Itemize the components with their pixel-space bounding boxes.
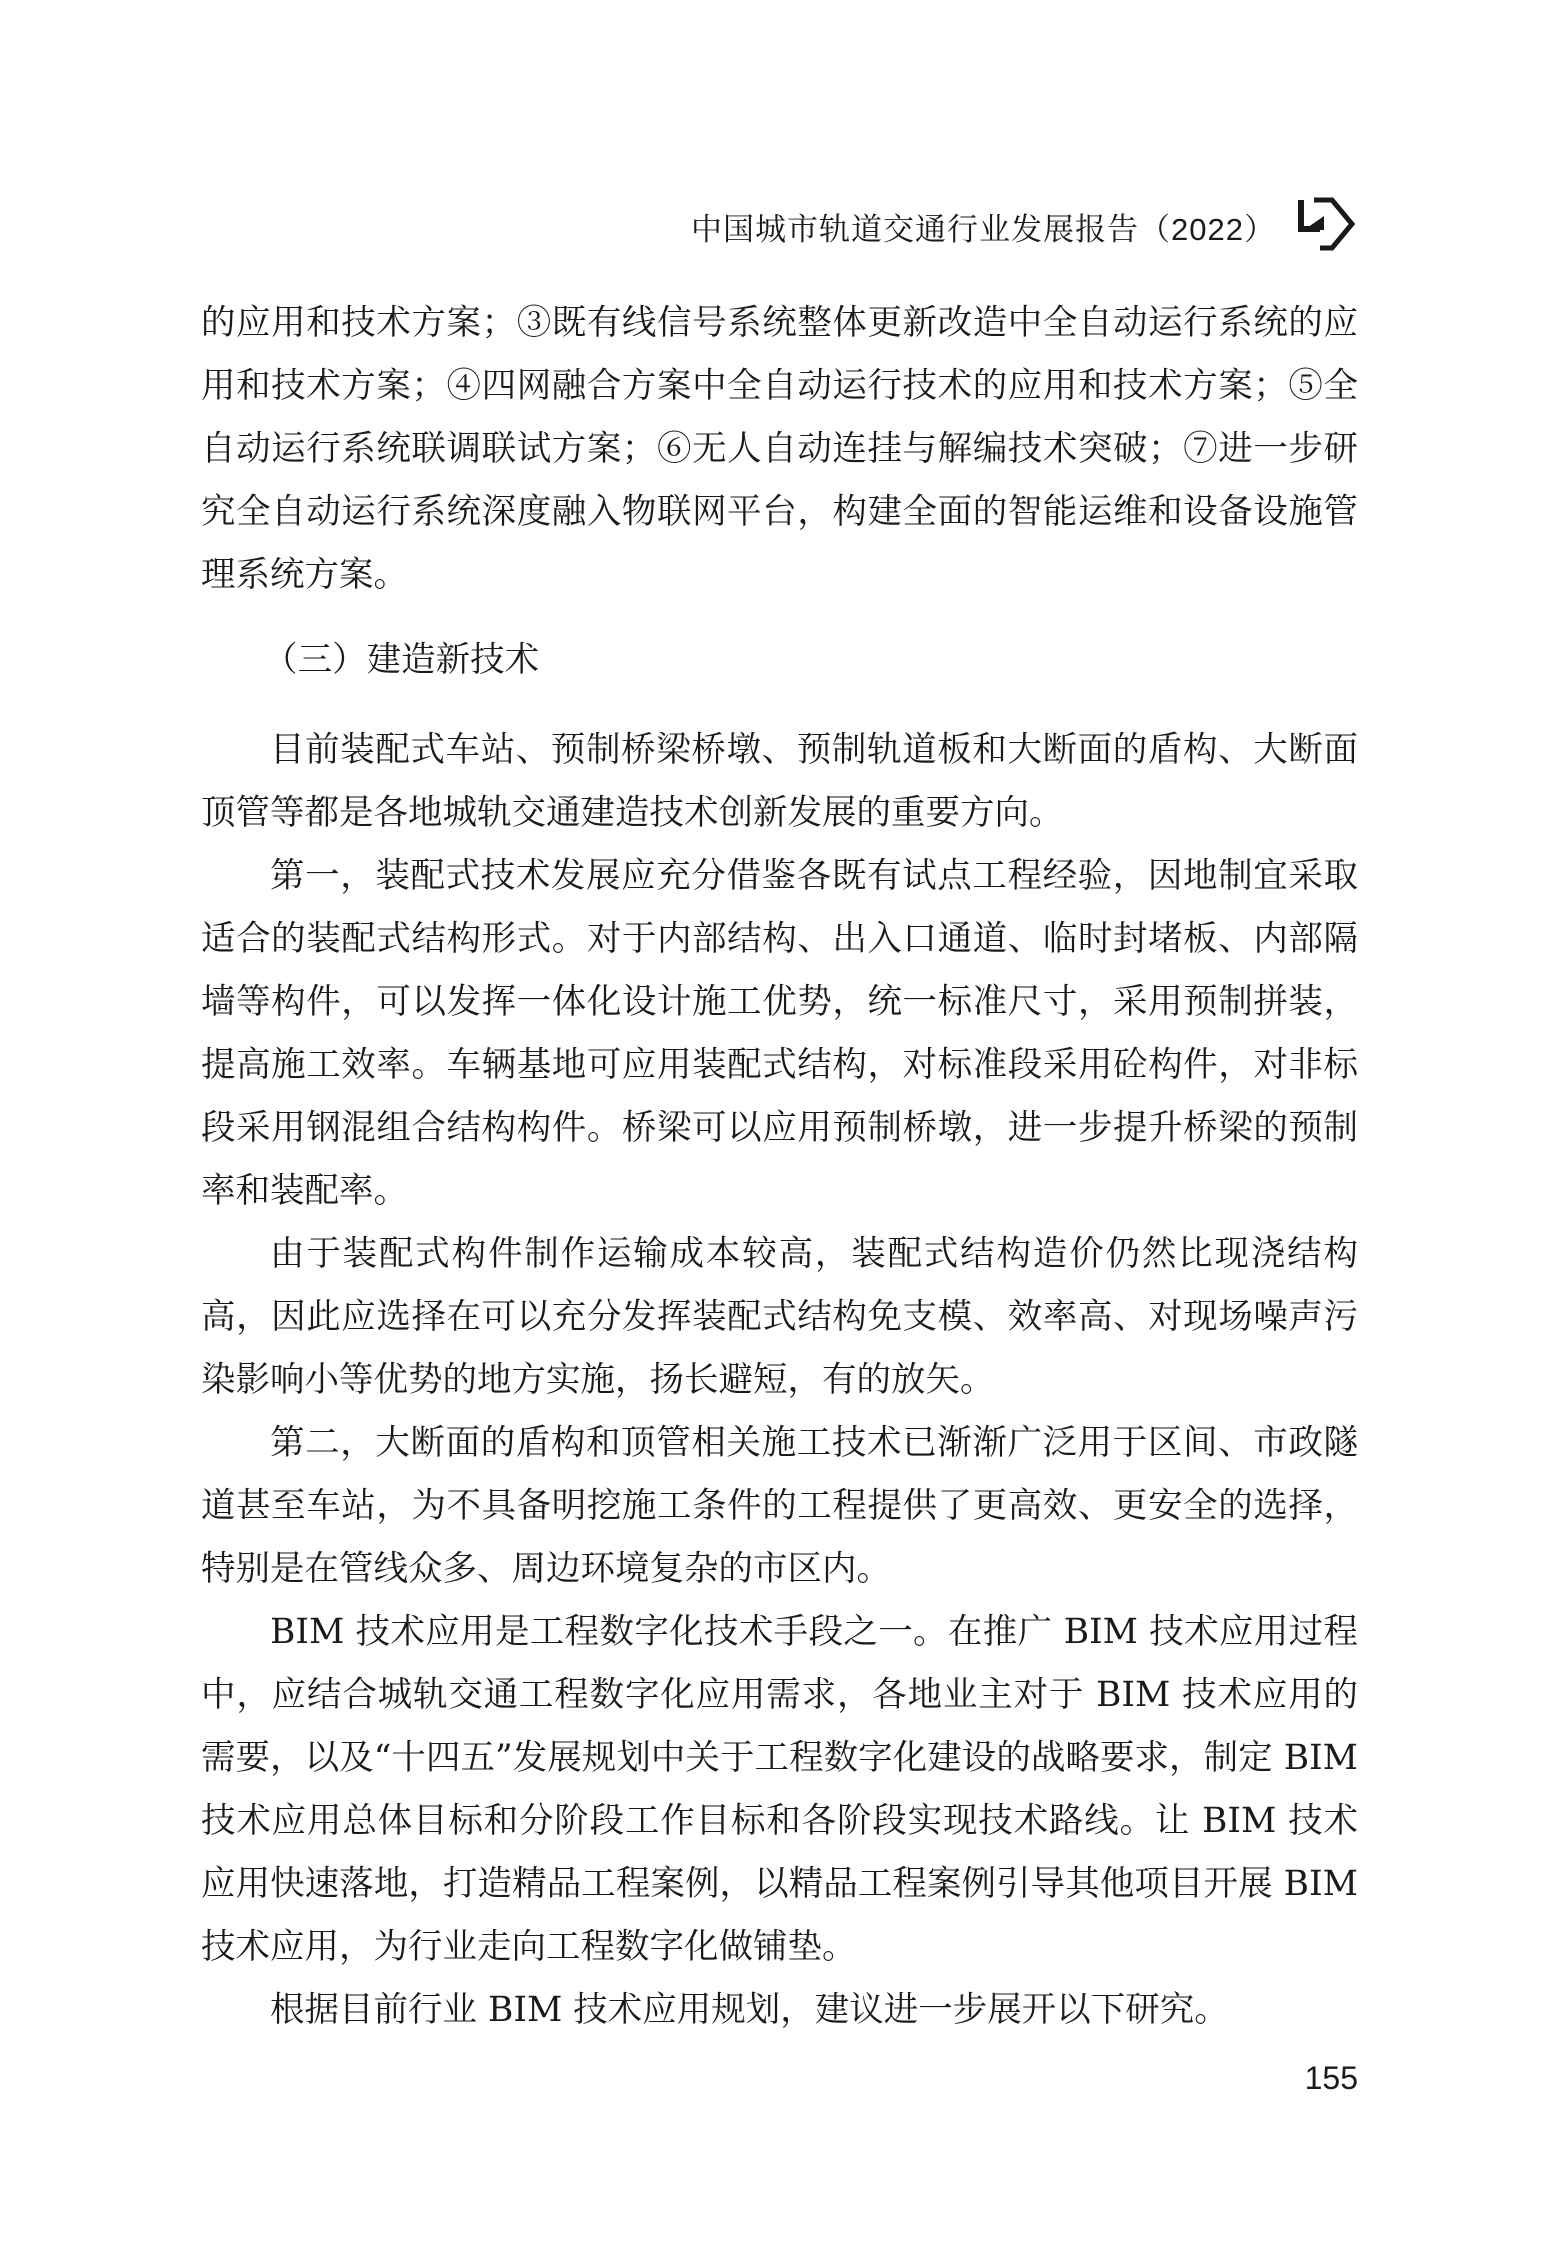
paragraph: 第一，装配式技术发展应充分借鉴各既有试点工程经验，因地制宜采取适合的装配式结构形式。对于内部结构、出入口通道、临时封堵板、内部隔墙等构件，可以发挥一体化设计施工优势，统一标准尺寸，采用预制拼装，提高施工效率。车辆基地可应用装配式结构，对标准段采用砼构件，对非标段采用钢混组合结构构件。桥梁可以应用预制桥墩，进一步提升桥梁的预制率和装配率。: [201, 856, 1358, 1211]
section-heading: （三）建造新技术: [263, 640, 540, 680]
paragraph: 根据目前行业 BIM 技术应用规划，建议进一步展开以下研究。: [270, 1990, 1229, 2030]
body-text: [201, 292, 1358, 2042]
paragraph-continued: 的应用和技术方案；③既有线信号系统整体更新改造中全自动运行系统的应用和技术方案；④四网融合方案中全自动运行技术的应用和技术方案；⑤全自动运行系统联调联试方案；⑥无人自动连挂与解编技术突破；⑦进一步研究全自动运行系统深度融入物联网平台，构建全面的智能运维和设备设施管理系统方案。: [201, 303, 1358, 595]
paragraph: 由于装配式构件制作运输成本较高，装配式结构造价仍然比现浇结构高，因此应选择在可以充分发挥装配式结构免支模、效率高、对现场噪声污染影响小等优势的地方实施，扬长避短，有的放矢。: [201, 1234, 1358, 1400]
corner-arrow-icon: [1294, 196, 1360, 252]
page-number: 155: [1304, 2060, 1358, 2096]
paragraph: 目前装配式车站、预制桥梁桥墩、预制轨道板和大断面的盾构、大断面顶管等都是各地城轨交通建造技术创新发展的重要方向。: [201, 730, 1358, 833]
paragraph: BIM 技术应用是工程数字化技术手段之一。在推广 BIM 技术应用过程中，应结合城轨交通工程数字化应用需求，各地业主对于 BIM 技术应用的需要，以及“十四五”发展规划中关于工程数字化建设的战略要求，制定 BIM 技术应用总体目标和分阶段工作目标和各阶段实现技术路线。让 BIM 技术应用快速落地，打造精品工程案例，以精品工程案例引导其他项目开展 BIM 技术应用，为行业走向工程数字化做铺垫。: [201, 1612, 1358, 1967]
paragraph: 第二，大断面的盾构和顶管相关施工技术已渐渐广泛用于区间、市政隧道甚至车站，为不具备明挖施工条件的工程提供了更高效、更安全的选择，特别是在管线众多、周边环境复杂的市区内。: [201, 1423, 1358, 1589]
running-title: 中国城市轨道交通行业发展报告（2022）: [691, 212, 1276, 247]
running-header: [691, 196, 1360, 256]
